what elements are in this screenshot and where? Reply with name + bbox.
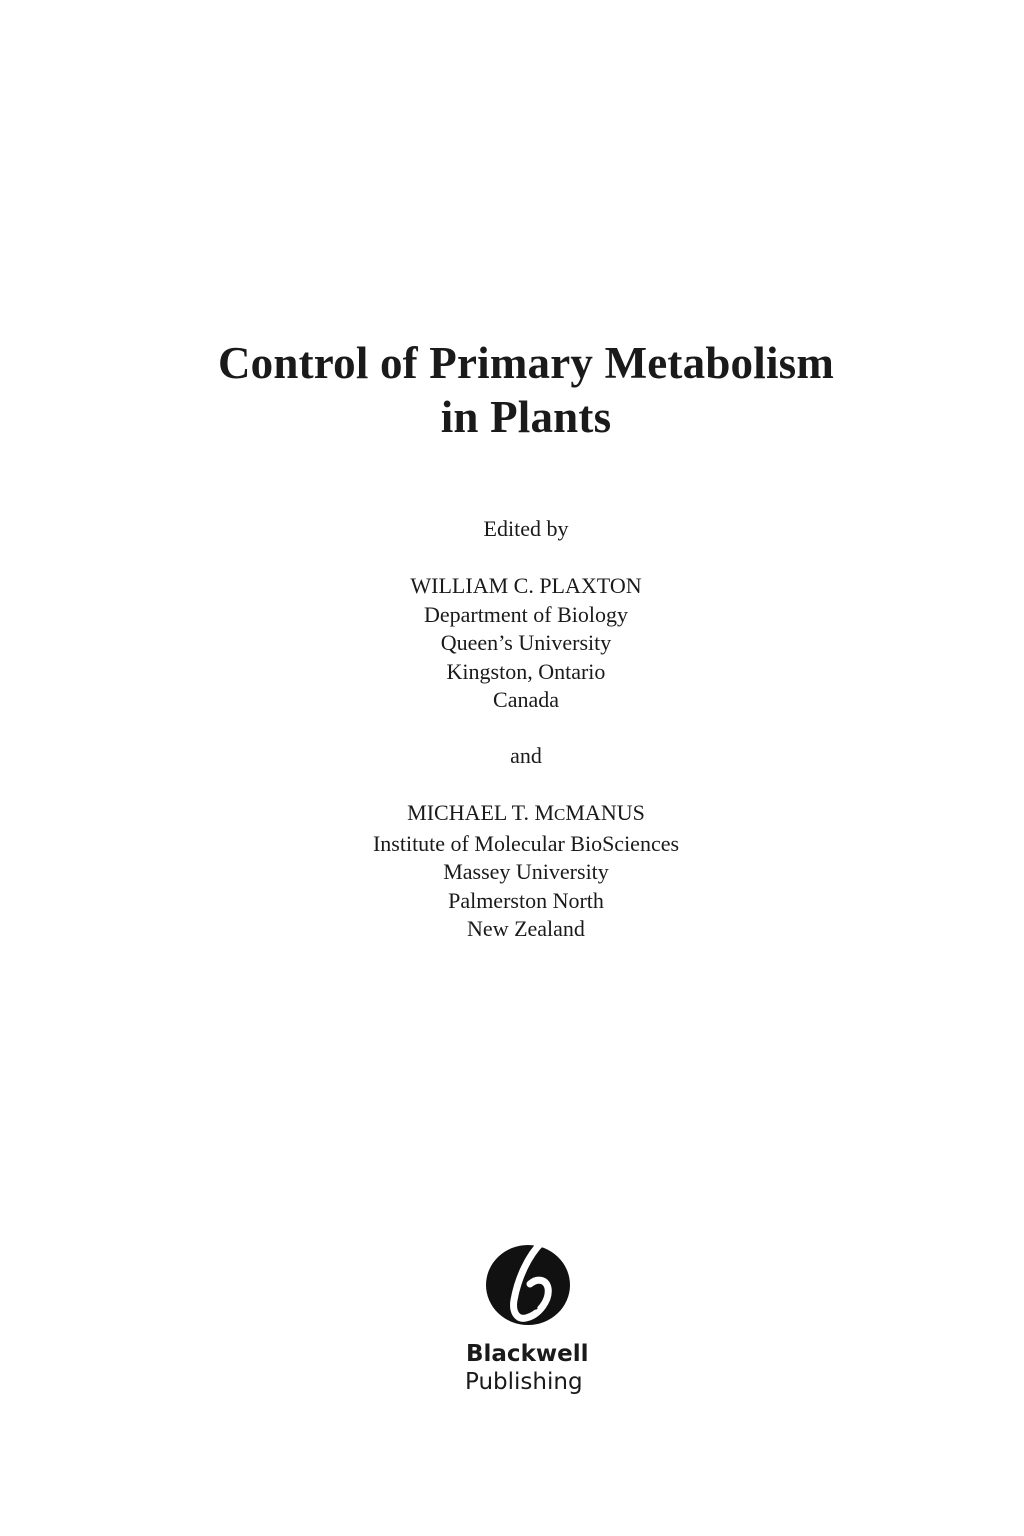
- book-title-line-1: Control of Primary Metabolism: [217, 338, 835, 388]
- blackwell-b-logo-icon: [484, 1238, 574, 1328]
- editor-2-affiliation-line: Massey University: [443, 859, 609, 884]
- edited-by-label: Edited by: [483, 516, 569, 541]
- editor-2-name-suffix: MANUS: [565, 800, 645, 825]
- publisher-logo: [464, 1232, 594, 1402]
- editor-2-name: [14, 799, 1024, 830]
- editor-2-affiliation-line: New Zealand: [467, 916, 585, 941]
- and-conjunction: and: [510, 743, 542, 768]
- publisher-name-line-1: Blackwell: [466, 1341, 589, 1367]
- editor-1-affiliation-line: Department of Biology: [423, 601, 629, 627]
- editor-2-affiliation-line: Institute of Molecular BioSciences: [372, 830, 680, 856]
- editor-2-name-prefix: MICHAEL T. M: [407, 800, 555, 825]
- editor-2-affiliation-line: Palmerston North: [448, 887, 604, 913]
- editor-2-block: [14, 799, 1024, 944]
- publisher-name-line-2: Publishing: [465, 1369, 583, 1395]
- editor-2-name-smallcap: C: [554, 805, 566, 824]
- editor-1-affiliation-line: Queen’s University: [440, 630, 612, 655]
- editor-1-block: [14, 572, 1024, 715]
- editor-1-affiliation-line: Canada: [493, 687, 559, 712]
- editor-1-affiliation-line: Kingston, Ontario: [446, 658, 606, 684]
- book-title-line-2: in Plants: [440, 392, 612, 442]
- editor-1-name: WILLIAM C. PLAXTON: [410, 573, 642, 598]
